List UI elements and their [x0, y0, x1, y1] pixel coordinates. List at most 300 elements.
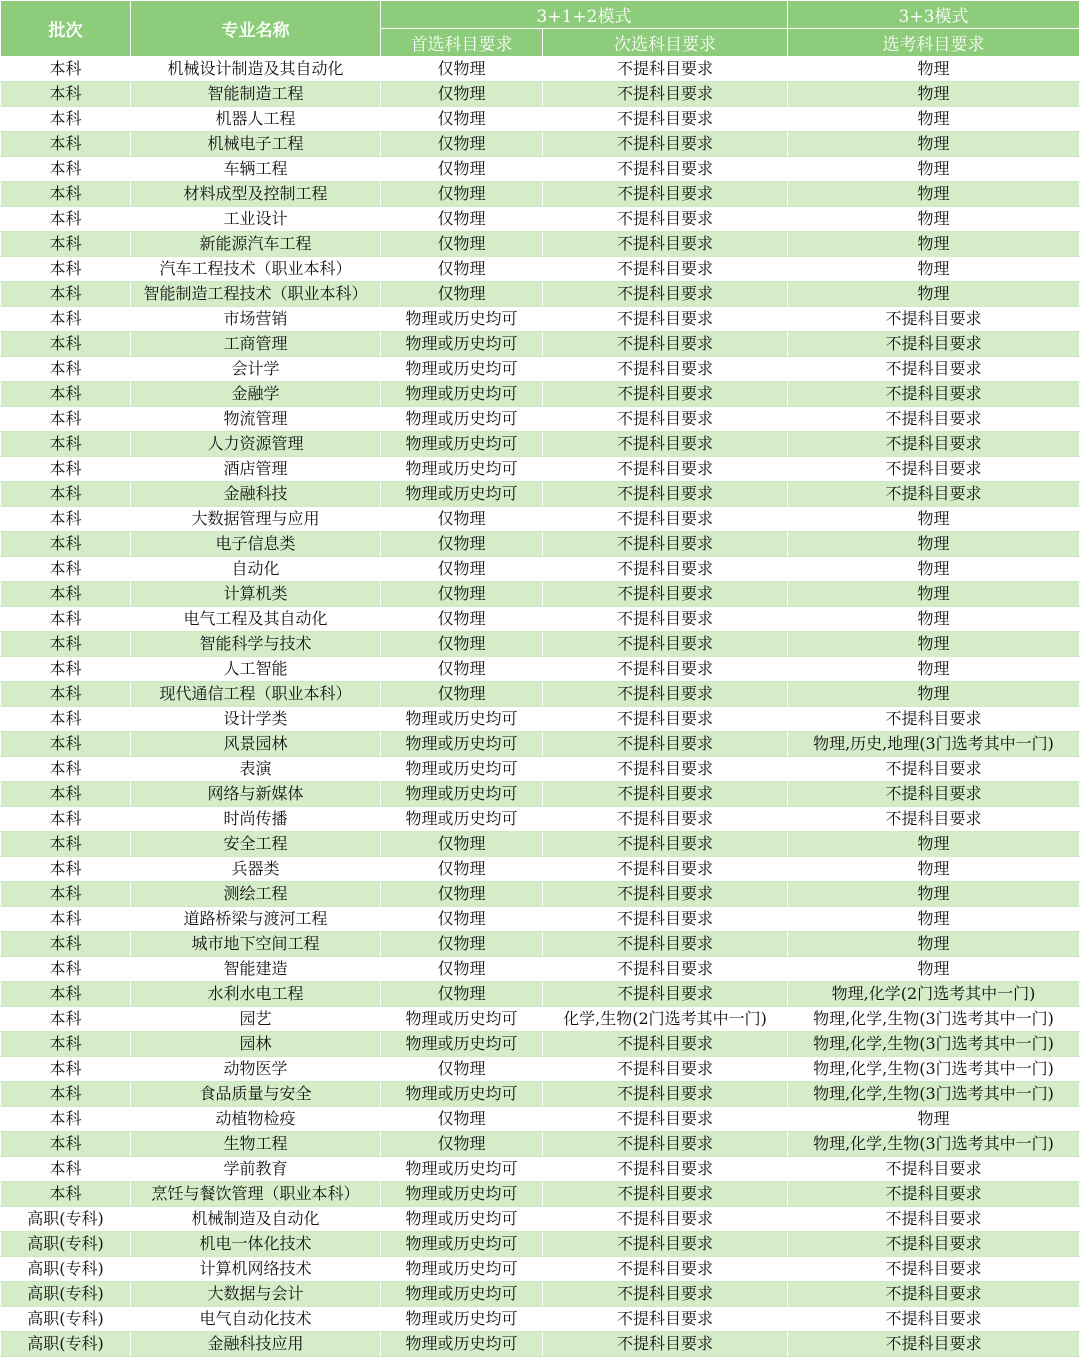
elective-subject-cell: 不提科目要求	[788, 1307, 1080, 1332]
second-subject-cell: 不提科目要求	[543, 632, 788, 657]
elective-subject-cell: 物理	[788, 82, 1080, 107]
batch-cell: 本科	[1, 582, 131, 607]
elective-subject-cell: 物理	[788, 157, 1080, 182]
second-subject-cell: 不提科目要求	[543, 907, 788, 932]
first-subject-cell: 物理或历史均可	[381, 332, 543, 357]
major-name-cell: 计算机网络技术	[131, 1257, 381, 1282]
table-row	[1, 907, 1080, 932]
batch-cell: 本科	[1, 632, 131, 657]
table-row	[1, 557, 1080, 582]
header-mode-312: 3+1+2模式	[381, 1, 788, 29]
elective-subject-cell: 物理	[788, 232, 1080, 257]
elective-subject-cell: 不提科目要求	[788, 482, 1080, 507]
first-subject-cell: 仅物理	[381, 882, 543, 907]
batch-cell: 本科	[1, 207, 131, 232]
table-row	[1, 57, 1080, 82]
first-subject-cell: 物理或历史均可	[381, 1032, 543, 1057]
header-first-subject: 首选科目要求	[381, 29, 543, 57]
elective-subject-cell: 物理	[788, 57, 1080, 82]
table-row	[1, 932, 1080, 957]
elective-subject-cell: 物理,化学,生物(3门选考其中一门)	[788, 1132, 1080, 1157]
major-name-cell: 智能制造工程技术（职业本科）	[131, 282, 381, 307]
major-name-cell: 设计学类	[131, 707, 381, 732]
second-subject-cell: 不提科目要求	[543, 1232, 788, 1257]
batch-cell: 本科	[1, 182, 131, 207]
table-row	[1, 957, 1080, 982]
batch-cell: 本科	[1, 682, 131, 707]
elective-subject-cell: 不提科目要求	[788, 457, 1080, 482]
second-subject-cell: 不提科目要求	[543, 132, 788, 157]
batch-cell: 本科	[1, 782, 131, 807]
major-name-cell: 水利水电工程	[131, 982, 381, 1007]
second-subject-cell: 不提科目要求	[543, 1307, 788, 1332]
major-name-cell: 机电一体化技术	[131, 1232, 381, 1257]
major-name-cell: 电气工程及其自动化	[131, 607, 381, 632]
elective-subject-cell: 物理	[788, 607, 1080, 632]
table-row	[1, 1232, 1080, 1257]
header-elective-subject: 选考科目要求	[788, 29, 1080, 57]
second-subject-cell: 不提科目要求	[543, 757, 788, 782]
major-name-cell: 智能建造	[131, 957, 381, 982]
batch-cell: 本科	[1, 1057, 131, 1082]
table-row	[1, 1307, 1080, 1332]
first-subject-cell: 物理或历史均可	[381, 1157, 543, 1182]
table-header	[1, 1, 1080, 57]
elective-subject-cell: 物理	[788, 957, 1080, 982]
batch-cell: 本科	[1, 232, 131, 257]
first-subject-cell: 仅物理	[381, 82, 543, 107]
second-subject-cell: 不提科目要求	[543, 382, 788, 407]
major-name-cell: 市场营销	[131, 307, 381, 332]
second-subject-cell: 不提科目要求	[543, 357, 788, 382]
second-subject-cell: 不提科目要求	[543, 57, 788, 82]
elective-subject-cell: 不提科目要求	[788, 782, 1080, 807]
batch-cell: 本科	[1, 982, 131, 1007]
major-name-cell: 金融科技	[131, 482, 381, 507]
elective-subject-cell: 不提科目要求	[788, 1207, 1080, 1232]
major-name-cell: 网络与新媒体	[131, 782, 381, 807]
major-name-cell: 动物医学	[131, 1057, 381, 1082]
batch-cell: 本科	[1, 432, 131, 457]
first-subject-cell: 物理或历史均可	[381, 1232, 543, 1257]
major-name-cell: 酒店管理	[131, 457, 381, 482]
first-subject-cell: 仅物理	[381, 907, 543, 932]
major-name-cell: 金融科技应用	[131, 1332, 381, 1357]
table-row	[1, 1007, 1080, 1032]
major-name-cell: 机械制造及自动化	[131, 1207, 381, 1232]
table-row	[1, 882, 1080, 907]
major-name-cell: 学前教育	[131, 1157, 381, 1182]
elective-subject-cell: 不提科目要求	[788, 757, 1080, 782]
table-row	[1, 232, 1080, 257]
batch-cell: 本科	[1, 657, 131, 682]
second-subject-cell: 不提科目要求	[543, 557, 788, 582]
second-subject-cell: 不提科目要求	[543, 682, 788, 707]
second-subject-cell: 化学,生物(2门选考其中一门)	[543, 1007, 788, 1032]
elective-subject-cell: 物理,化学,生物(3门选考其中一门)	[788, 1057, 1080, 1082]
batch-cell: 本科	[1, 332, 131, 357]
second-subject-cell: 不提科目要求	[543, 857, 788, 882]
batch-cell: 高职(专科)	[1, 1257, 131, 1282]
major-name-cell: 大数据与会计	[131, 1282, 381, 1307]
batch-cell: 本科	[1, 1182, 131, 1207]
table-row	[1, 632, 1080, 657]
major-name-cell: 车辆工程	[131, 157, 381, 182]
table-row	[1, 282, 1080, 307]
first-subject-cell: 仅物理	[381, 957, 543, 982]
first-subject-cell: 仅物理	[381, 207, 543, 232]
second-subject-cell: 不提科目要求	[543, 1182, 788, 1207]
header-major: 专业名称	[131, 1, 381, 57]
first-subject-cell: 物理或历史均可	[381, 407, 543, 432]
first-subject-cell: 物理或历史均可	[381, 807, 543, 832]
second-subject-cell: 不提科目要求	[543, 807, 788, 832]
first-subject-cell: 仅物理	[381, 932, 543, 957]
batch-cell: 本科	[1, 707, 131, 732]
elective-subject-cell: 物理,化学,生物(3门选考其中一门)	[788, 1007, 1080, 1032]
major-name-cell: 道路桥梁与渡河工程	[131, 907, 381, 932]
second-subject-cell: 不提科目要求	[543, 882, 788, 907]
table-row	[1, 457, 1080, 482]
elective-subject-cell: 不提科目要求	[788, 807, 1080, 832]
batch-cell: 本科	[1, 482, 131, 507]
first-subject-cell: 物理或历史均可	[381, 382, 543, 407]
second-subject-cell: 不提科目要求	[543, 107, 788, 132]
table-row	[1, 107, 1080, 132]
second-subject-cell: 不提科目要求	[543, 657, 788, 682]
elective-subject-cell: 不提科目要求	[788, 382, 1080, 407]
second-subject-cell: 不提科目要求	[543, 707, 788, 732]
major-name-cell: 表演	[131, 757, 381, 782]
batch-cell: 本科	[1, 1132, 131, 1157]
first-subject-cell: 物理或历史均可	[381, 1282, 543, 1307]
elective-subject-cell: 物理	[788, 932, 1080, 957]
batch-cell: 本科	[1, 307, 131, 332]
batch-cell: 本科	[1, 357, 131, 382]
major-name-cell: 机器人工程	[131, 107, 381, 132]
major-name-cell: 大数据管理与应用	[131, 507, 381, 532]
batch-cell: 本科	[1, 457, 131, 482]
table-row	[1, 507, 1080, 532]
first-subject-cell: 仅物理	[381, 582, 543, 607]
elective-subject-cell: 物理	[788, 1107, 1080, 1132]
table-row	[1, 807, 1080, 832]
table-row	[1, 1257, 1080, 1282]
first-subject-cell: 仅物理	[381, 557, 543, 582]
major-name-cell: 工商管理	[131, 332, 381, 357]
first-subject-cell: 物理或历史均可	[381, 732, 543, 757]
second-subject-cell: 不提科目要求	[543, 607, 788, 632]
elective-subject-cell: 不提科目要求	[788, 1232, 1080, 1257]
table-row	[1, 382, 1080, 407]
table-body	[1, 57, 1080, 1357]
first-subject-cell: 仅物理	[381, 857, 543, 882]
major-name-cell: 人工智能	[131, 657, 381, 682]
batch-cell: 高职(专科)	[1, 1282, 131, 1307]
batch-cell: 本科	[1, 132, 131, 157]
second-subject-cell: 不提科目要求	[543, 1282, 788, 1307]
table-row	[1, 732, 1080, 757]
first-subject-cell: 仅物理	[381, 257, 543, 282]
batch-cell: 本科	[1, 1007, 131, 1032]
first-subject-cell: 仅物理	[381, 1057, 543, 1082]
second-subject-cell: 不提科目要求	[543, 182, 788, 207]
elective-subject-cell: 物理	[788, 632, 1080, 657]
first-subject-cell: 物理或历史均可	[381, 707, 543, 732]
table-row	[1, 982, 1080, 1007]
elective-subject-cell: 不提科目要求	[788, 1257, 1080, 1282]
major-name-cell: 城市地下空间工程	[131, 932, 381, 957]
first-subject-cell: 物理或历史均可	[381, 1207, 543, 1232]
batch-cell: 本科	[1, 832, 131, 857]
elective-subject-cell: 不提科目要求	[788, 1182, 1080, 1207]
table-row	[1, 657, 1080, 682]
batch-cell: 本科	[1, 532, 131, 557]
first-subject-cell: 物理或历史均可	[381, 482, 543, 507]
elective-subject-cell: 物理,化学(2门选考其中一门)	[788, 982, 1080, 1007]
major-name-cell: 烹饪与餐饮管理（职业本科）	[131, 1182, 381, 1207]
major-name-cell: 工业设计	[131, 207, 381, 232]
batch-cell: 本科	[1, 907, 131, 932]
table-row	[1, 532, 1080, 557]
second-subject-cell: 不提科目要求	[543, 1257, 788, 1282]
major-name-cell: 兵器类	[131, 857, 381, 882]
table-row	[1, 607, 1080, 632]
batch-cell: 高职(专科)	[1, 1232, 131, 1257]
batch-cell: 本科	[1, 1082, 131, 1107]
table-row	[1, 482, 1080, 507]
batch-cell: 本科	[1, 57, 131, 82]
elective-subject-cell: 物理	[788, 582, 1080, 607]
elective-subject-cell: 物理	[788, 532, 1080, 557]
first-subject-cell: 仅物理	[381, 632, 543, 657]
second-subject-cell: 不提科目要求	[543, 432, 788, 457]
batch-cell: 本科	[1, 807, 131, 832]
second-subject-cell: 不提科目要求	[543, 232, 788, 257]
first-subject-cell: 物理或历史均可	[381, 1257, 543, 1282]
major-name-cell: 安全工程	[131, 832, 381, 857]
table-row	[1, 1057, 1080, 1082]
header-second-subject: 次选科目要求	[543, 29, 788, 57]
major-name-cell: 动植物检疫	[131, 1107, 381, 1132]
major-name-cell: 物流管理	[131, 407, 381, 432]
major-name-cell: 时尚传播	[131, 807, 381, 832]
batch-cell: 本科	[1, 82, 131, 107]
table-row	[1, 1332, 1080, 1357]
second-subject-cell: 不提科目要求	[543, 1132, 788, 1157]
first-subject-cell: 仅物理	[381, 107, 543, 132]
second-subject-cell: 不提科目要求	[543, 457, 788, 482]
elective-subject-cell: 物理	[788, 107, 1080, 132]
first-subject-cell: 物理或历史均可	[381, 1007, 543, 1032]
major-name-cell: 机械电子工程	[131, 132, 381, 157]
elective-subject-cell: 物理	[788, 832, 1080, 857]
batch-cell: 本科	[1, 407, 131, 432]
elective-subject-cell: 物理	[788, 182, 1080, 207]
table-row	[1, 782, 1080, 807]
first-subject-cell: 仅物理	[381, 532, 543, 557]
header-batch: 批次	[1, 1, 131, 57]
table-row	[1, 332, 1080, 357]
second-subject-cell: 不提科目要求	[543, 407, 788, 432]
major-name-cell: 食品质量与安全	[131, 1082, 381, 1107]
second-subject-cell: 不提科目要求	[543, 307, 788, 332]
major-name-cell: 智能制造工程	[131, 82, 381, 107]
elective-subject-cell: 不提科目要求	[788, 407, 1080, 432]
major-name-cell: 电气自动化技术	[131, 1307, 381, 1332]
table-row	[1, 1107, 1080, 1132]
elective-subject-cell: 物理	[788, 557, 1080, 582]
first-subject-cell: 仅物理	[381, 282, 543, 307]
first-subject-cell: 物理或历史均可	[381, 357, 543, 382]
first-subject-cell: 仅物理	[381, 507, 543, 532]
table-row	[1, 1132, 1080, 1157]
table-row	[1, 407, 1080, 432]
table-row	[1, 1032, 1080, 1057]
table-row	[1, 707, 1080, 732]
first-subject-cell: 物理或历史均可	[381, 757, 543, 782]
major-name-cell: 风景园林	[131, 732, 381, 757]
batch-cell: 本科	[1, 1032, 131, 1057]
elective-subject-cell: 物理,化学,生物(3门选考其中一门)	[788, 1032, 1080, 1057]
second-subject-cell: 不提科目要求	[543, 1332, 788, 1357]
header-mode-33: 3+3模式	[788, 1, 1080, 29]
batch-cell: 本科	[1, 1157, 131, 1182]
second-subject-cell: 不提科目要求	[543, 257, 788, 282]
major-name-cell: 现代通信工程（职业本科）	[131, 682, 381, 707]
table-row	[1, 357, 1080, 382]
elective-subject-cell: 物理,历史,地理(3门选考其中一门)	[788, 732, 1080, 757]
second-subject-cell: 不提科目要求	[543, 1057, 788, 1082]
table-row	[1, 757, 1080, 782]
major-name-cell: 材料成型及控制工程	[131, 182, 381, 207]
elective-subject-cell: 物理	[788, 682, 1080, 707]
table-row	[1, 82, 1080, 107]
table-row	[1, 1282, 1080, 1307]
second-subject-cell: 不提科目要求	[543, 1207, 788, 1232]
elective-subject-cell: 不提科目要求	[788, 1157, 1080, 1182]
table-row	[1, 682, 1080, 707]
batch-cell: 本科	[1, 857, 131, 882]
second-subject-cell: 不提科目要求	[543, 732, 788, 757]
major-name-cell: 人力资源管理	[131, 432, 381, 457]
table-row	[1, 857, 1080, 882]
elective-subject-cell: 不提科目要求	[788, 1332, 1080, 1357]
elective-subject-cell: 物理	[788, 257, 1080, 282]
first-subject-cell: 仅物理	[381, 182, 543, 207]
batch-cell: 本科	[1, 507, 131, 532]
major-name-cell: 电子信息类	[131, 532, 381, 557]
elective-subject-cell: 物理	[788, 907, 1080, 932]
batch-cell: 本科	[1, 257, 131, 282]
batch-cell: 本科	[1, 107, 131, 132]
first-subject-cell: 仅物理	[381, 682, 543, 707]
table-row	[1, 1182, 1080, 1207]
major-name-cell: 测绘工程	[131, 882, 381, 907]
table-row	[1, 132, 1080, 157]
first-subject-cell: 仅物理	[381, 607, 543, 632]
elective-subject-cell: 物理	[788, 657, 1080, 682]
second-subject-cell: 不提科目要求	[543, 582, 788, 607]
second-subject-cell: 不提科目要求	[543, 332, 788, 357]
first-subject-cell: 仅物理	[381, 1107, 543, 1132]
batch-cell: 高职(专科)	[1, 1207, 131, 1232]
second-subject-cell: 不提科目要求	[543, 157, 788, 182]
elective-subject-cell: 不提科目要求	[788, 307, 1080, 332]
first-subject-cell: 物理或历史均可	[381, 782, 543, 807]
elective-subject-cell: 物理	[788, 882, 1080, 907]
major-name-cell: 金融学	[131, 382, 381, 407]
major-name-cell: 园林	[131, 1032, 381, 1057]
first-subject-cell: 仅物理	[381, 982, 543, 1007]
batch-cell: 高职(专科)	[1, 1307, 131, 1332]
elective-subject-cell: 物理	[788, 507, 1080, 532]
second-subject-cell: 不提科目要求	[543, 982, 788, 1007]
batch-cell: 本科	[1, 757, 131, 782]
elective-subject-cell: 不提科目要求	[788, 1282, 1080, 1307]
major-name-cell: 新能源汽车工程	[131, 232, 381, 257]
first-subject-cell: 仅物理	[381, 232, 543, 257]
first-subject-cell: 仅物理	[381, 57, 543, 82]
table-row	[1, 582, 1080, 607]
table-row	[1, 182, 1080, 207]
second-subject-cell: 不提科目要求	[543, 207, 788, 232]
table-row	[1, 1207, 1080, 1232]
table-row	[1, 1082, 1080, 1107]
elective-subject-cell: 物理	[788, 282, 1080, 307]
major-name-cell: 生物工程	[131, 1132, 381, 1157]
elective-subject-cell: 不提科目要求	[788, 332, 1080, 357]
first-subject-cell: 物理或历史均可	[381, 1082, 543, 1107]
batch-cell: 本科	[1, 557, 131, 582]
elective-subject-cell: 物理,化学,生物(3门选考其中一门)	[788, 1082, 1080, 1107]
first-subject-cell: 仅物理	[381, 157, 543, 182]
first-subject-cell: 仅物理	[381, 832, 543, 857]
second-subject-cell: 不提科目要求	[543, 932, 788, 957]
first-subject-cell: 物理或历史均可	[381, 432, 543, 457]
second-subject-cell: 不提科目要求	[543, 1157, 788, 1182]
second-subject-cell: 不提科目要求	[543, 532, 788, 557]
first-subject-cell: 物理或历史均可	[381, 1307, 543, 1332]
batch-cell: 本科	[1, 882, 131, 907]
first-subject-cell: 仅物理	[381, 657, 543, 682]
first-subject-cell: 仅物理	[381, 1132, 543, 1157]
second-subject-cell: 不提科目要求	[543, 282, 788, 307]
batch-cell: 本科	[1, 957, 131, 982]
second-subject-cell: 不提科目要求	[543, 782, 788, 807]
second-subject-cell: 不提科目要求	[543, 82, 788, 107]
major-name-cell: 自动化	[131, 557, 381, 582]
table-row	[1, 307, 1080, 332]
major-name-cell: 园艺	[131, 1007, 381, 1032]
batch-cell: 本科	[1, 382, 131, 407]
first-subject-cell: 物理或历史均可	[381, 1332, 543, 1357]
batch-cell: 本科	[1, 282, 131, 307]
second-subject-cell: 不提科目要求	[543, 1032, 788, 1057]
major-name-cell: 会计学	[131, 357, 381, 382]
second-subject-cell: 不提科目要求	[543, 1082, 788, 1107]
major-name-cell: 智能科学与技术	[131, 632, 381, 657]
elective-subject-cell: 不提科目要求	[788, 707, 1080, 732]
table-row	[1, 432, 1080, 457]
first-subject-cell: 物理或历史均可	[381, 457, 543, 482]
second-subject-cell: 不提科目要求	[543, 1107, 788, 1132]
major-name-cell: 机械设计制造及其自动化	[131, 57, 381, 82]
batch-cell: 本科	[1, 607, 131, 632]
elective-subject-cell: 不提科目要求	[788, 432, 1080, 457]
elective-subject-cell: 物理	[788, 857, 1080, 882]
table-row	[1, 257, 1080, 282]
